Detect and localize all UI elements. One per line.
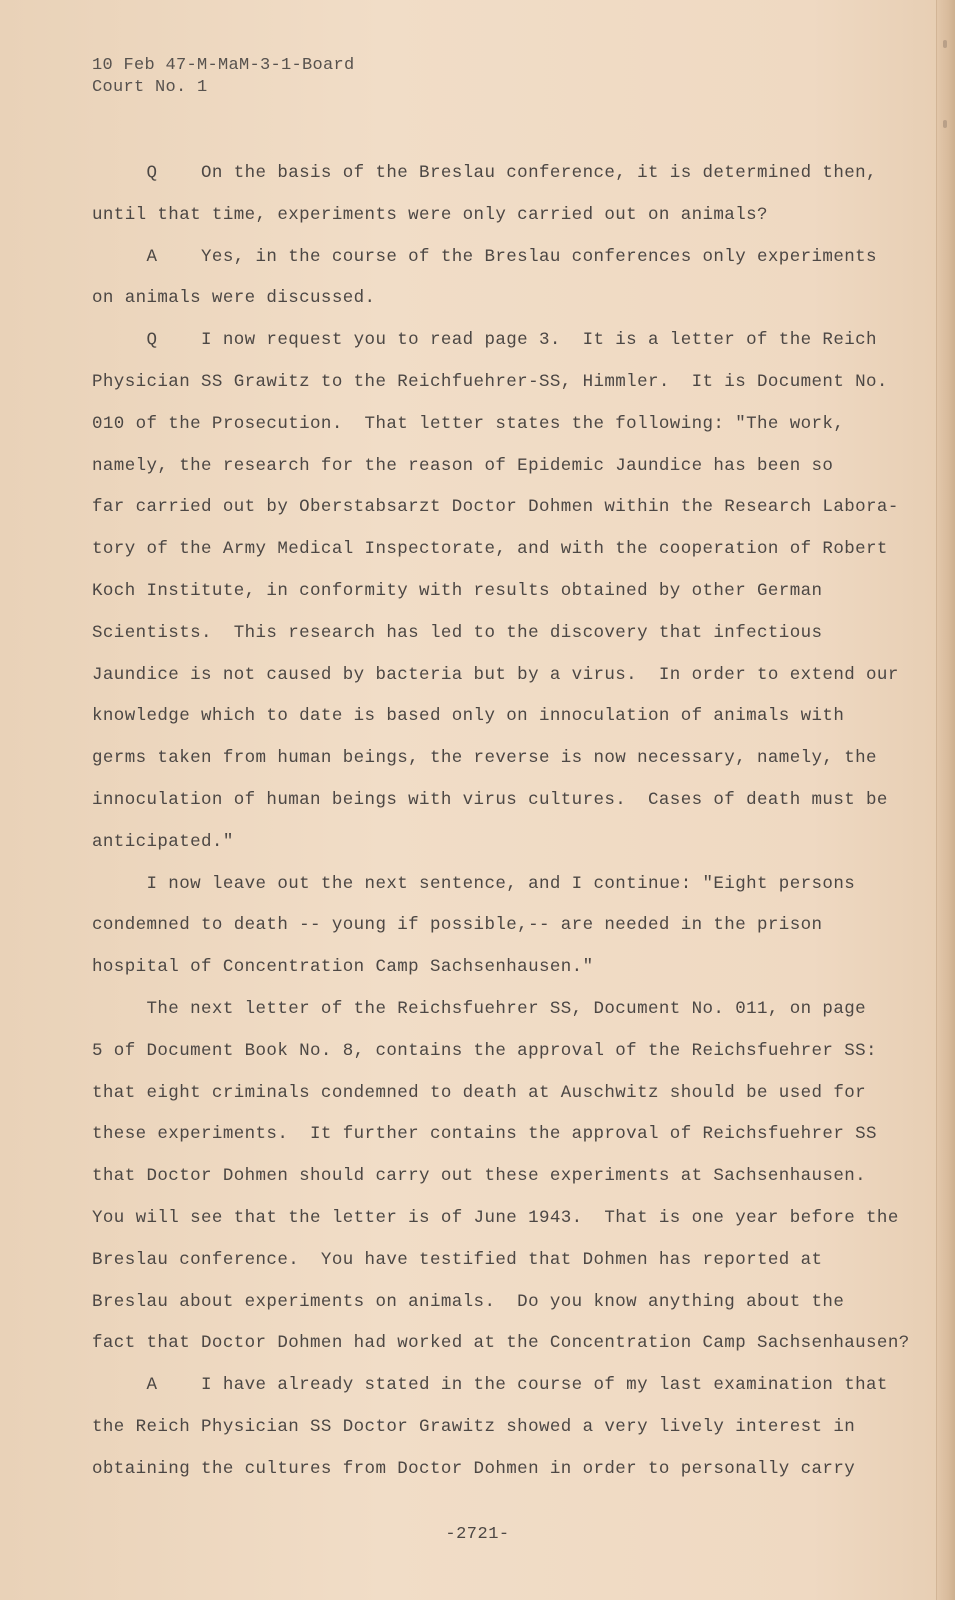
transcript-line: Breslau about experiments on animals. Do you know anything about the: [92, 1291, 845, 1312]
transcript-line: namely, the research for the reason of Epidemic Jaundice has been so: [92, 455, 834, 476]
transcript-line: until that time, experiments were only carried out on animals?: [92, 204, 768, 225]
transcript-line: The next letter of the Reichsfuehrer SS, Document No. 011, on page: [92, 998, 867, 1019]
page-number: -2721-: [445, 1525, 510, 1544]
transcript-line: 010 of the Prosecution. That letter states the following: "The work,: [92, 413, 845, 434]
transcript-line: A I have already stated in the course of my last examination that: [92, 1375, 888, 1396]
transcript-line: innoculation of human beings with virus cultures. Cases of death must be: [92, 789, 888, 810]
transcript-line: Scientists. This research has led to the discovery that infectious: [92, 622, 823, 643]
transcript-line: tory of the Army Medical Inspectorate, and with the cooperation of Robert: [92, 539, 888, 560]
transcript-line: on animals were discussed.: [92, 288, 376, 309]
transcript-line: 5 of Document Book No. 8, contains the approval of the Reichsfuehrer SS:: [92, 1040, 877, 1061]
transcript-line: I now leave out the next sentence, and I continue: "Eight persons: [92, 873, 856, 894]
transcript-line: that Doctor Dohmen should carry out these experiments at Sachsenhausen.: [92, 1166, 867, 1187]
transcript-line: these experiments. It further contains the approval of Reichsfuehrer SS: [92, 1124, 877, 1145]
transcript-line: Breslau conference. You have testified that Dohmen has reported at: [92, 1249, 823, 1270]
transcript-line: Q On the basis of the Breslau conference, it is determined then,: [92, 163, 877, 183]
document-header: [92, 55, 355, 99]
transcript-line: the Reich Physician SS Doctor Grawitz showed a very lively interest in: [92, 1416, 856, 1437]
transcript-line: Physician SS Grawitz to the Reichfuehrer-SS, Himmler. It is Document No.: [92, 371, 888, 392]
binding-mark: [943, 120, 947, 128]
transcript-line: far carried out by Oberstabsarzt Doctor Dohmen within the Research Labora-: [92, 497, 899, 518]
transcript-line: condemned to death -- young if possible,-- are needed in the prison: [92, 915, 823, 936]
transcript-line: fact that Doctor Dohmen had worked at the Concentration Camp Sachsenhausen?: [92, 1333, 910, 1354]
transcript-line: You will see that the letter is of June 1943. That is one year before the: [92, 1207, 899, 1228]
binding-mark: [943, 40, 947, 48]
transcript-line: that eight criminals condemned to death at Auschwitz should be used for: [92, 1082, 867, 1103]
transcript-body: [92, 153, 910, 1491]
transcript-line: germs taken from human beings, the reverse is now necessary, namely, the: [92, 748, 877, 769]
transcript-line: anticipated.": [92, 831, 234, 852]
transcript-line: hospital of Concentration Camp Sachsenhausen.": [92, 957, 594, 978]
transcript-line: Jaundice is not caused by bacteria but by a virus. In order to extend our: [92, 664, 899, 685]
transcript-line: A Yes, in the course of the Breslau conferences only experiments: [92, 246, 877, 267]
page-edge: [936, 0, 955, 1600]
header-court: Court No. 1: [92, 78, 208, 97]
transcript-line: Koch Institute, in conformity with results obtained by other German: [92, 580, 823, 601]
transcript-line: knowledge which to date is based only on innoculation of animals with: [92, 706, 845, 727]
transcript-line: obtaining the cultures from Doctor Dohmen in order to personally carry: [92, 1458, 856, 1479]
transcript-line: Q I now request you to read page 3. It is a letter of the Reich: [92, 330, 877, 351]
header-reference: 10 Feb 47-M-MaM-3-1-Board: [92, 56, 355, 75]
